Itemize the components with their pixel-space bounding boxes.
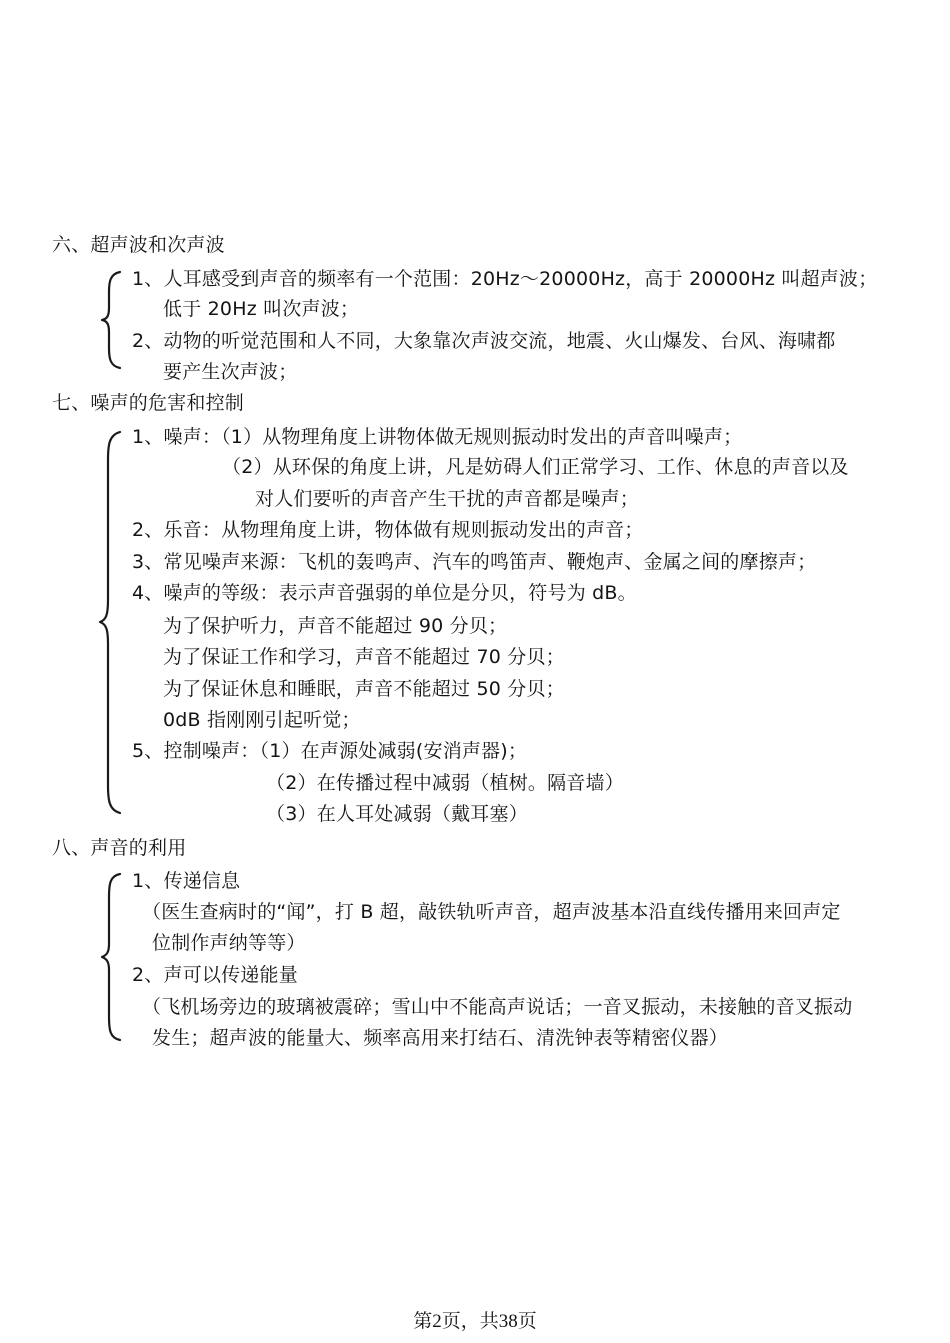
section-7-line-8: 为了保证工作和学习，声音不能超过 70 分贝； (163, 646, 565, 668)
left-brace-section-7 (98, 430, 122, 815)
section-6-line-4: 要产生次声波； (163, 361, 298, 383)
section-6-line-3: 2、动物的听觉范围和人不同，大象靠次声波交流，地震、火山爆发、台风、海啸都 (132, 330, 836, 352)
section-7-line-4: 2、乐音：从物理角度上讲，物体做有规则振动发出的声音； (132, 519, 644, 541)
section-7-line-10: 0dB 指刚刚引起听觉； (163, 709, 361, 731)
left-brace-section-6 (100, 270, 122, 370)
section-8-line-4: 2、声可以传递能量 (132, 964, 298, 986)
section-title-noise: 七、噪声的危害和控制 (52, 392, 245, 414)
section-7-line-1: 1、噪声：（1）从物理角度上讲物体做无规则振动时发出的声音叫噪声； (132, 426, 743, 448)
section-7-line-6: 4、噪声的等级：表示声音强弱的单位是分贝，符号为 dB。 (132, 582, 637, 604)
section-8-line-1: 1、传递信息 (132, 870, 241, 892)
section-7-line-9: 为了保证休息和睡眠，声音不能超过 50 分贝； (163, 678, 565, 700)
section-title-ultrasound: 六、超声波和次声波 (52, 234, 225, 256)
section-8-line-5: （飞机场旁边的玻璃被震碎；雪山中不能高声说话；一音叉振动，未接触的音叉振动 (142, 996, 853, 1018)
section-6-line-2: 低于 20Hz 叫次声波； (163, 298, 360, 320)
section-7-line-11: 5、控制噪声：（1）在声源处减弱(安消声器)； (132, 740, 528, 762)
section-7-line-2: （2）从环保的角度上讲，凡是妨碍人们正常学习、工作、休息的声音以及 (222, 456, 849, 478)
section-7-line-12: （2）在传播过程中减弱（植树。隔音墙） (266, 772, 624, 794)
section-7-line-13: （3）在人耳处减弱（戴耳塞） (266, 803, 528, 825)
section-8-line-6: 发生；超声波的能量大、频率高用来打结石、清洗钟表等精密仪器） (152, 1027, 729, 1049)
left-brace-section-8 (100, 872, 122, 1042)
section-6-line-1: 1、人耳感受到声音的频率有一个范围：20Hz～20000Hz，高于 20000Hz 叫超声波； (132, 268, 878, 290)
page-footer: 第2页，共38页 (413, 1311, 537, 1332)
section-7-line-5: 3、常见噪声来源：飞机的轰鸣声、汽车的鸣笛声、鞭炮声、金属之间的摩擦声； (132, 551, 817, 573)
section-8-line-3: 位制作声纳等等） (152, 932, 306, 954)
section-title-uses: 八、声音的利用 (52, 837, 187, 859)
section-7-line-3: 对人们要听的声音产生干扰的声音都是噪声； (255, 488, 640, 510)
section-8-line-2: （医生查病时的“闻”，打 B 超，敲铁轨听声音，超声波基本沿直线传播用来回声定 (142, 901, 841, 923)
section-7-line-7: 为了保护听力，声音不能超过 90 分贝； (163, 615, 508, 637)
